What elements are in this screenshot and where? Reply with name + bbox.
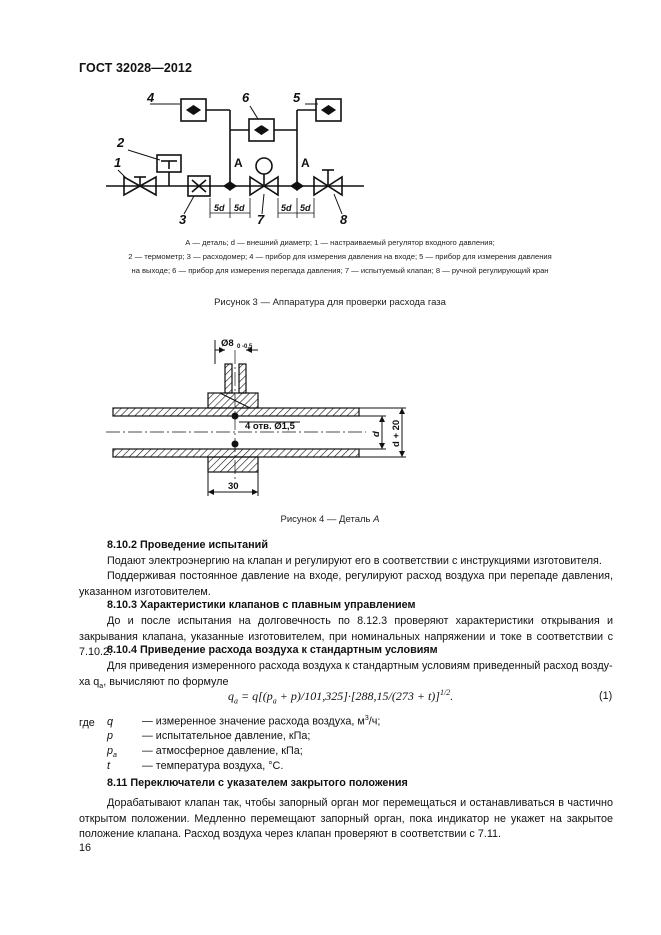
dim-tube-tol: 0 -0,5 <box>237 344 253 350</box>
label-6: 6 <box>242 90 250 105</box>
legend-line: на выходе; 6 — прибор для измерения перепада давления; 7 — испытуемый клапан; 8 — ручной регулирующий кран <box>131 266 549 275</box>
section-8-10-2-title: 8.10.2 Проведение испытаний <box>107 539 268 551</box>
variable-row: t — температура воздуха, °С. <box>107 760 284 772</box>
dim-tube-dia: Ø8 <box>221 338 234 349</box>
where-label: где <box>79 717 95 729</box>
holes-label: 4 отв. Ø1,5 <box>245 421 295 432</box>
section-8-10-2-para-1: Подают электроэнергию на клапан и регулируют его в соответствии с инструкциями изготовителя. <box>107 555 602 567</box>
label-8: 8 <box>340 212 348 227</box>
dim-5d-1: 5d <box>214 203 225 213</box>
section-8-11-title: 8.11 Переключатели с указателем закрытого положения <box>107 777 408 789</box>
figure-3-caption: Рисунок 3 — Аппаратура для проверки расхода газа <box>214 297 446 308</box>
point-a-left: А <box>234 156 243 170</box>
variable-row: $p_a$ — атмосферное давление, кПа; <box>107 745 303 760</box>
figure-3-legend <box>80 236 600 278</box>
legend-line: А — деталь; d — внешний диаметр; 1 — настраиваемый регулятор входного давления; <box>185 238 495 247</box>
figure-4-diagram <box>100 330 420 500</box>
legend-line: 2 — термометр; 3 — расходомер; 4 — прибор для измерения давления на входе; 5 — прибор для измерения давления <box>128 252 552 261</box>
section-8-10-4-para: Для приведения измеренного расхода воздуха к стандартным условиям приведенный расход возду- ха $q_a$, вычисляют по формуле <box>79 660 613 690</box>
section-8-10-3-title: 8.10.3 Характеристики клапанов с плавным управлением <box>107 599 416 611</box>
page-header: ГОСТ 32028—2012 <box>79 61 193 75</box>
label-5: 5 <box>293 90 301 105</box>
section-8-10-4-title: 8.10.4 Приведение расхода воздуха к стандартным условиям <box>107 644 438 656</box>
variable-row: q — измеренное значение расхода воздуха, $м^3/ч$; <box>107 715 381 728</box>
dim-d-label: d <box>371 431 382 437</box>
label-2: 2 <box>117 135 125 150</box>
variables-list <box>107 715 380 775</box>
section-8-10-3-para: До и после испытания на долговечность по 8.12.3 проверяют характеристики открывания и закрывания клапана, указанные изготовителем, при номинальных напряжении и токе в соответствии с 7.10.2. <box>79 615 613 659</box>
section-8-11-para: Дорабатывают клапан так, чтобы запорный орган мог перемещаться и останавливаться в частично открытом положении. Медленно перемещают запорный орган, пока индикатор не укажет на закрытое положение клапана. Расход воздуха через клапан проверяют в соответствии с 7.11. <box>79 797 613 841</box>
point-a-right: А <box>301 156 310 170</box>
dim-d20-label: d + 20 <box>391 419 402 447</box>
label-4: 4 <box>147 90 155 105</box>
dim-5d-2: 5d <box>234 203 245 213</box>
figure-3-diagram <box>90 90 390 230</box>
label-7: 7 <box>257 212 265 227</box>
dim-30-label: 30 <box>228 481 239 492</box>
formula-number: (1) <box>599 690 613 702</box>
section-8-10-2-para-2: Поддерживая постоянное давление на входе, регулируют расход воздуха при перепаде давления, указанном изготовителем. <box>79 570 613 598</box>
variable-row: p — испытательное давление, кПа; <box>107 730 311 742</box>
dim-5d-3: 5d <box>281 203 292 213</box>
page-number: 16 <box>79 842 92 854</box>
label-1: 1 <box>114 155 122 170</box>
dim-5d-4: 5d <box>300 203 311 213</box>
label-3: 3 <box>179 212 187 227</box>
figure-4-caption: Рисунок 4 — Деталь А <box>280 514 380 525</box>
formula-1: $q_a = q[(p_a + p)/101,325]\cdot[288,15/(273 + t)]^{1/2}$. <box>228 688 454 706</box>
